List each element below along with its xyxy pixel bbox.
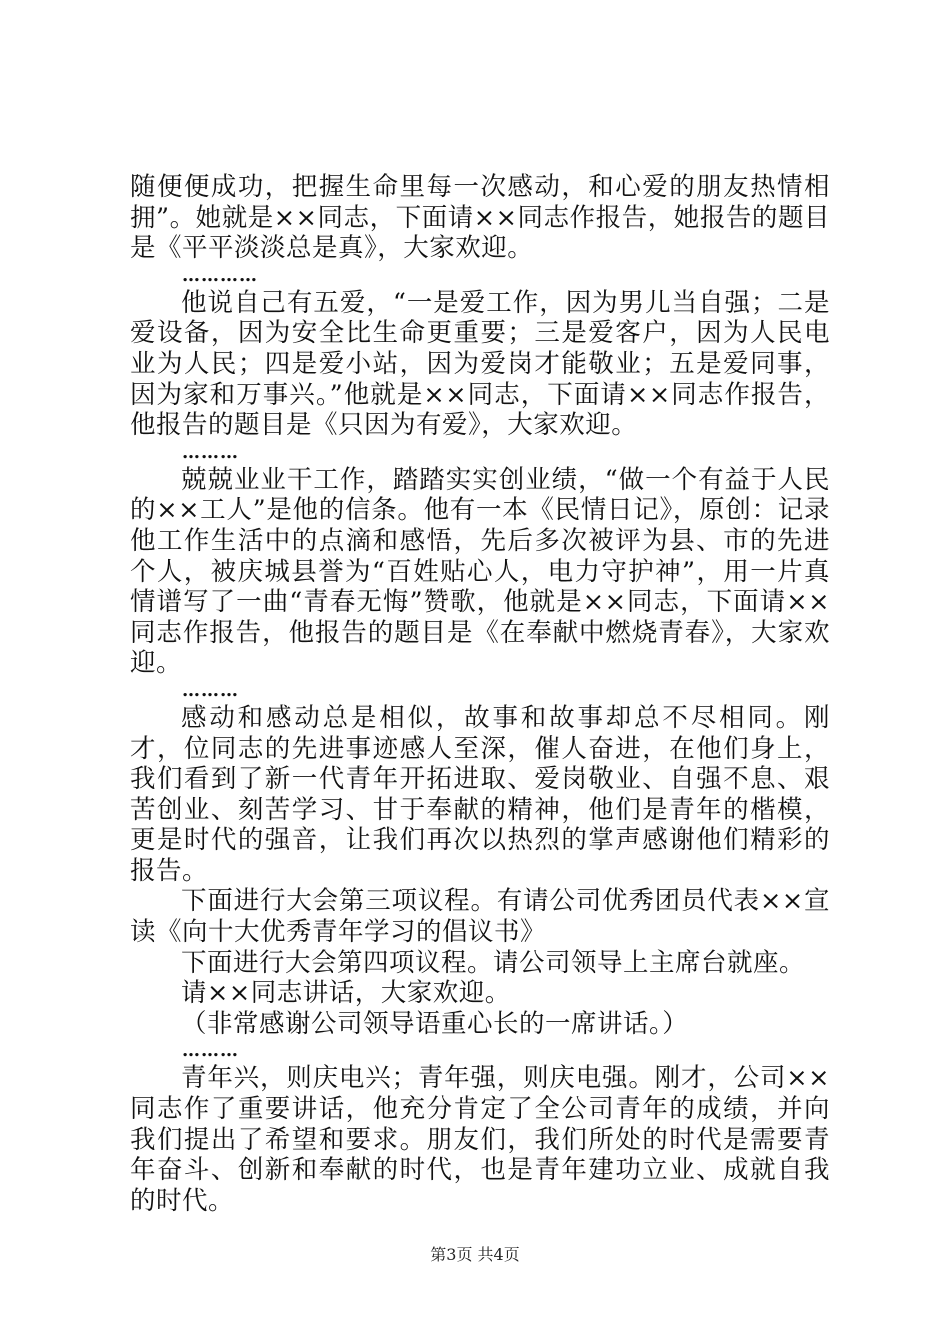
paragraph-1: 随便便成功，把握生命里每一次感动，和心爱的朋友热情相拥”。她就是××同志，下面请××同志作报告，她报告的题目是《平平淡淡总是真》，大家欢迎。 (130, 172, 830, 264)
paragraph-4: 感动和感动总是相似，故事和故事却总不尽相同。刚才，位同志的先进事迹感人至深，催人奋进，在他们身上，我们看到了新一代青年开拓进取、爱岗敬业、自强不息、艰苦创业、刻苦学习、甘于奉献的精神，他们是青年的楷模，更是时代的强音，让我们再次以热烈的掌声感谢他们精彩的报告。 (130, 702, 830, 886)
paragraph-7: 请××同志讲话，大家欢迎。 (181, 978, 511, 1009)
paragraph-2: 他说自己有五爱，“一是爱工作，因为男儿当自强；二是爱设备，因为安全比生命更重要；三是爱客户，因为人民电业为人民；四是爱小站，因为爱岗才能敬业；五是爱同事，因为家和万事兴。”他就是××同志，下面请××同志作报告，他报告的题目是《只因为有爱》，大家欢迎。 (130, 287, 830, 441)
ellipsis-divider-2: ……… (182, 441, 239, 463)
page-footer: 第3页 共4页 (430, 1245, 520, 1264)
paragraph-3: 兢兢业业干工作，踏踏实实创业绩，“做一个有益于人民的××工人”是他的信条。他有一本《民情日记》，原创：记录他工作生活中的点滴和感悟，先后多次被评为县、市的先进个人，被庆城县誉为“百姓贴心人，电力守护神”，用一片真情谱写了一曲“青春无悔”赞歌，他就是××同志，下面请××同志作报告，他报告的题目是《在奉献中燃烧青春》，大家欢迎。 (130, 464, 830, 679)
ellipsis-divider-1: ………… (182, 264, 258, 286)
paragraph-8: （非常感谢公司领导语重心长的一席讲话。） (181, 1008, 689, 1039)
ellipsis-divider-3: ……… (182, 679, 239, 701)
ellipsis-divider-4: ……… (182, 1040, 239, 1062)
paragraph-9: 青年兴，则庆电兴；青年强，则庆电强。刚才，公司××同志作了重要讲话，他充分肯定了全公司青年的成绩，并向我们提出了希望和要求。朋友们，我们所处的时代是需要青年奋斗、创新和奉献的时代，也是青年建功立业、成就自我的时代。 (130, 1063, 830, 1216)
document-body (130, 172, 830, 1216)
paragraph-6: 下面进行大会第四项议程。请公司领导上主席台就座。 (181, 947, 806, 978)
paragraph-5: 下面进行大会第三项议程。有请公司优秀团员代表××宣读《向十大优秀青年学习的倡议书》 (130, 886, 830, 948)
